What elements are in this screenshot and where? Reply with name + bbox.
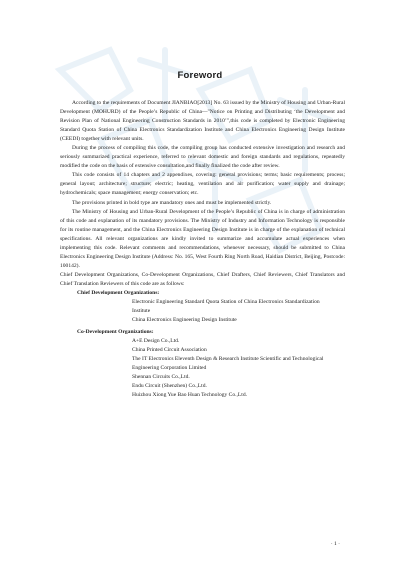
- organization-entry: Huizhou Xiong Yue Bao Huan Technology Co.,Ltd.: [132, 392, 248, 398]
- organization-entry: China Electronics Engineering Design Institute: [132, 317, 237, 324]
- page-number: · 1 ·: [330, 541, 340, 547]
- organization-entry: Endu Circuit (Shenzhen) Co.,Ltd.: [132, 382, 207, 389]
- organization-entry: Engineering Corporation Limited: [132, 364, 207, 371]
- paragraph: The provisions printed in bold type are mandatory ones and must be implemented strictly.: [72, 199, 272, 206]
- co-development-heading: Co-Development Organizations:: [77, 328, 154, 335]
- chief-development-heading: Chief Development Organizations:: [77, 289, 160, 296]
- foreword-body: [60, 99, 345, 400]
- paragraph: According to the requirements of Document JIANBIAO[2013] No. 63 issued by the Ministry of Housing and Urban-Rural Development (MOHURD) of the People’s Republic of China—"Notice on Printing and Distributing ‘the Development and Revision Plan of National Engineering Construction Standards in 2010’",this code is completed by Electronic Engineering Standard Quota Station of China Electronics Standardization Institute and China Electronics Engineering Design Institute (CEEDI) together with relevant units.: [60, 100, 345, 143]
- organization-entry: A+E Design Co.,Ltd.: [132, 337, 180, 344]
- paragraph: Chief Development Organizations, Co-Development Organizations, Chief Drafters, Chief Reviewers, Chief Translators and Chief Translation Reviewers of this code are as follows:: [60, 271, 345, 287]
- organization-entry: China Printed Circuit Association: [132, 346, 207, 353]
- paragraph: During the process of compiling this code, the compiling group has conducted extensive investigation and research and seriously summarized practical experience, referred to relevant domestic and foreign standards and regulations, repeatedly modified the code on the basis of extensive consultation,and finally finalized the code after review.: [60, 145, 345, 170]
- paragraph: The Ministry of Housing and Urban-Rural Development of the People’s Republic of China is in charge of administration of this code and explanation of its mandatory provisions. The Ministry of Industry and Information Technology is responsible for its routine management, and the China Electronics Engineering Design Institute is in charge of the explanation of technical specifications. All relevant organizations are kindly invited to summarize and accumulate actual experiences when implementing this code. Relevant comments and recommendations, whenever necessary, should be submitted to China Electronics Engineering Design Institute (Address: No. 165, West Fourth Ring North Road, Haidian District, Beijing, Postcode: 100142).: [60, 208, 345, 269]
- organization-entry: Institute: [132, 308, 151, 315]
- organization-entry: Electronic Engineering Standard Quota Station of China Electronics Standardization: [132, 299, 320, 306]
- organization-entry: Shennan Circuits Co.,Ltd.: [132, 373, 190, 380]
- page-title: Foreword: [177, 70, 223, 81]
- paragraph: This code consists of 14 chapters and 2 appendixes, covering: general provisions; terms; basic requirements; process; general layout; architecture; structure; electric; heating, ventilation and air purification; water supply and drainage; hydrochemicals; space management; energy conservation; etc.: [60, 172, 345, 197]
- organization-entry: The IT Electronics Eleventh Design & Research Institute Scientific and Technological: [132, 355, 324, 362]
